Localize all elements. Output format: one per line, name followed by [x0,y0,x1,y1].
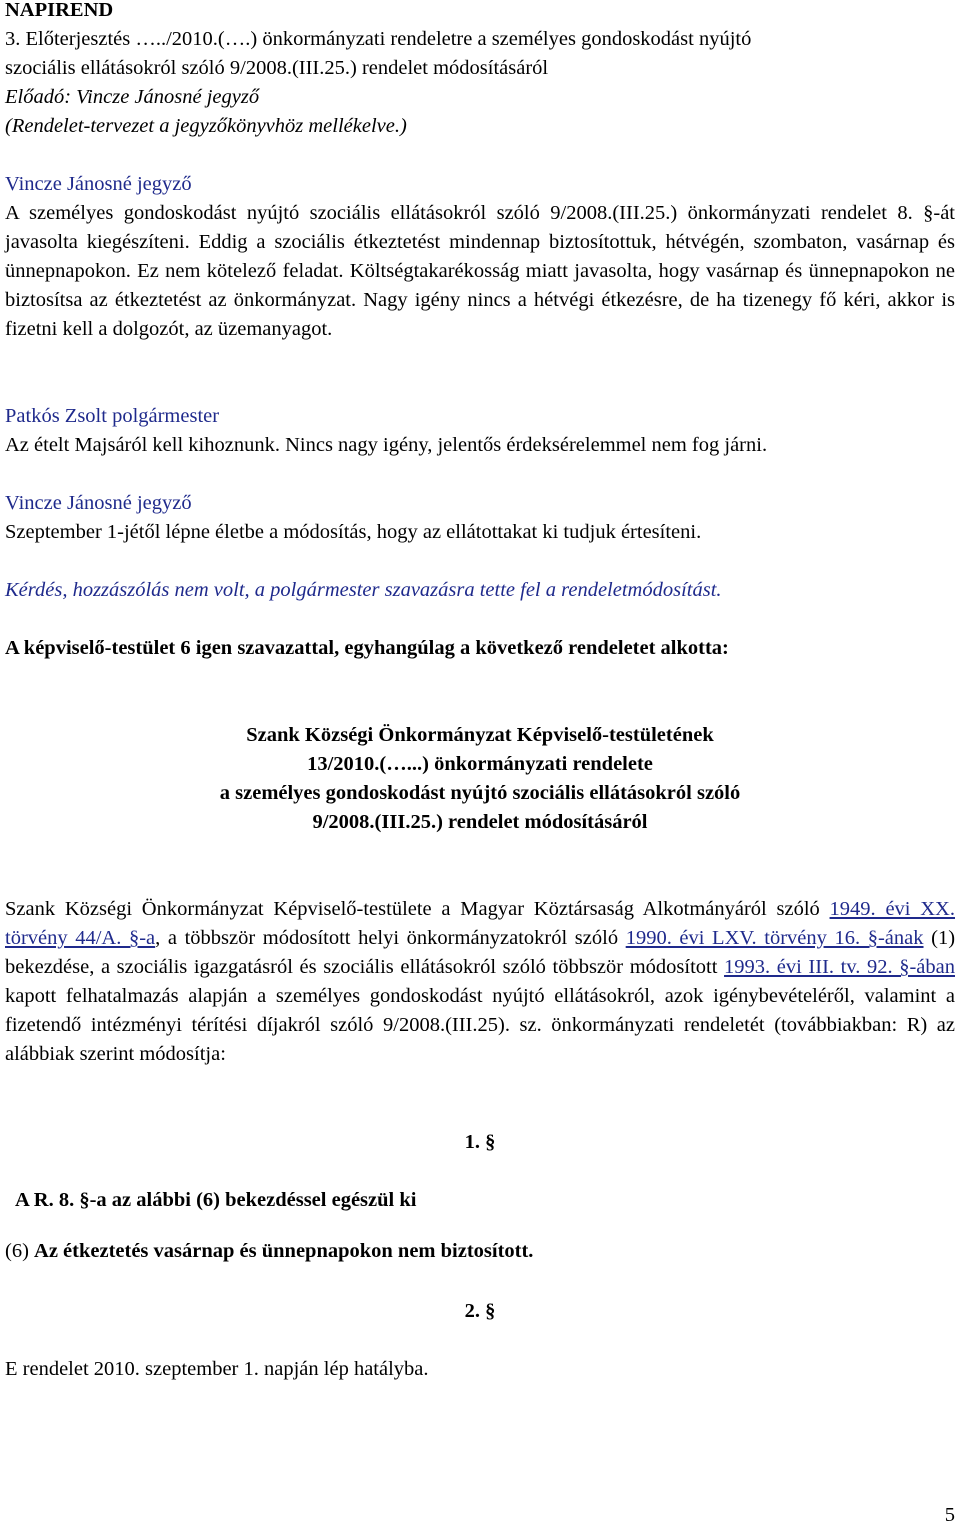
law-link-1990-lxv[interactable]: 1990. évi LXV. törvény 16. §-ának [625,927,924,949]
decision-statement: A képviselő-testület 6 igen szavazattal, egyhangúlag a következő rendeletet alkotta: [5,637,729,659]
preamble-text: (1) bekezdése, a szociális igazgatásról és szociális ellátásokról szóló többször módosított [5,927,956,978]
agenda-title: NAPIREND [5,0,114,21]
preamble-text: kapott felhatalmazás alapján a személyes gondoskodást nyújtó ellátásokról, azok igénybevételéről, valamint a fizetendő intézményi térítési díjakról szóló 9/2008.(III.25). sz. önkormányzati rendeletét (továbbiakban: R) az alábbiak szerint módosítja: [5,985,955,1065]
preamble-text: , a többször módosított helyi önkormányzatokról szóló [155,927,626,949]
agenda-item-line-1: 3. Előterjesztés …../2010.(….) önkormányzati rendeletre a személyes gondoskodást nyújtó [5,28,752,50]
law-link-1993-iii[interactable]: 1993. évi III. tv. 92. §-ában [724,956,955,978]
paragraph-6 [5,1237,533,1266]
agenda-presenter: Előadó: Vincze Jánosné jegyző [5,86,260,108]
paragraph-number: (6) [5,1240,35,1262]
section-number: 2. § [464,1300,496,1322]
agenda-item-line-2: szociális ellátásokról szóló 9/2008.(III.25.) rendelet módosításáról [5,57,549,79]
speaker-name: Vincze Jánosné jegyző [5,492,192,514]
decree-title-line: a személyes gondoskodást nyújtó szociális ellátásokról szóló [219,782,741,804]
preamble-paragraph [5,895,955,1069]
page-number: 5 [944,1504,955,1526]
speech-paragraph: Az ételt Majsáról kell kihoznunk. Nincs nagy igény, jelentős érdeksérelemmel nem fog járni. [5,434,768,456]
section-intro: A R. 8. §-a az alábbi (6) bekezdéssel egészül ki [15,1189,417,1211]
speaker-name: Patkós Zsolt polgármester [5,405,220,427]
speech-paragraph: Szeptember 1-jétől lépne életbe a módosítás, hogy az ellátottakat ki tudjuk értesíteni. [5,521,702,543]
decree-title-line: 9/2008.(III.25.) rendelet módosításáról [312,811,648,833]
speech-paragraph: A személyes gondoskodást nyújtó szociális ellátásokról szóló 9/2008.(III.25.) önkormányzati rendelet 8. §-át javasolta kiegészíteni. Eddig a szociális étkeztetést mindennap biztosítottuk, hétvégén, szombaton, vasárnap és ünnepnapokon. Ez nem kötelező feladat. Költségtakarékosság miatt javasolta, hogy vasárnap és ünnepnapokon ne biztosítsa az étkeztetést az önkormányzat. Nagy igény nincs a hétvégi étkezésre, de ha tizenegy fő kéri, akkor is fizetni kell a dolgozót, az üzemanyagot. [5,202,955,340]
section-number: 1. § [464,1131,496,1153]
paragraph-text: Az étkeztetés vasárnap és ünnepnapokon nem biztosított. [34,1240,534,1262]
agenda-attachment-note: (Rendelet-tervezet a jegyzőkönyvhöz mellékelve.) [5,115,407,137]
law-link-1949-xx[interactable]: 1949. évi XX. törvény 44/A. §-a [5,898,955,949]
decree-title-line: 13/2010.(…...) önkormányzati rendelete [307,753,653,775]
speaker-name: Vincze Jánosné jegyző [5,173,192,195]
procedure-note: Kérdés, hozzászólás nem volt, a polgármester szavazásra tette fel a rendeletmódosítást. [5,579,722,601]
decree-title-line: Szank Községi Önkormányzat Képviselő-testületének [246,724,714,746]
effective-date-statement: E rendelet 2010. szeptember 1. napján lép hatályba. [5,1358,429,1380]
preamble-text: Szank Községi Önkormányzat Képviselő-testülete a Magyar Köztársaság Alkotmányáról szóló [5,898,830,920]
